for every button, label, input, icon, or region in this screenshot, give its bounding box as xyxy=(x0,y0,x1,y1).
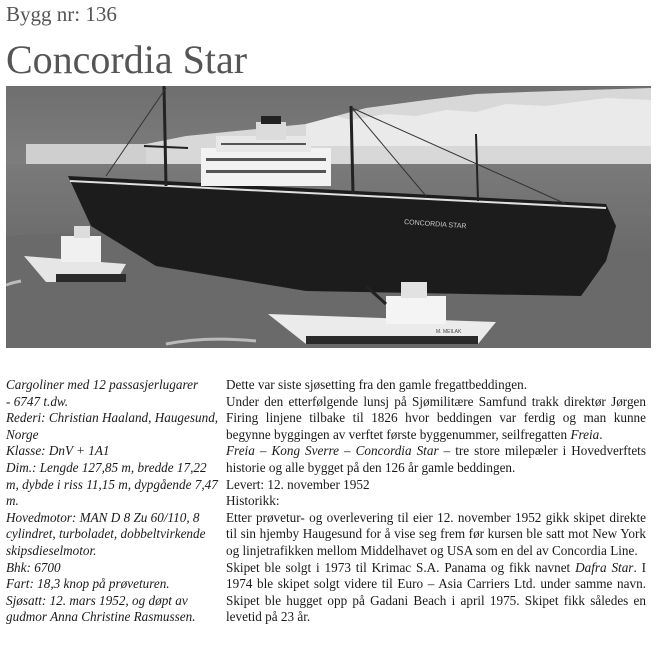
spec-rederi: Rederi: Christian Haaland, Haugesund, Norge xyxy=(6,410,219,442)
spec-dimensions: Dim.: Lengde 127,85 m, bredde 17,22 m, dybde i riss 11,15 m, dypgående 7,47 m. xyxy=(6,459,218,509)
paragraph-delivery: Etter prøvetur- og overlevering til eier 12. november 1952 gikk skipet direkte til sin hjemby Haugesund for å vise seg frem før kursen ble satt mot New York og linjetrafikken mellom Middelhavet og USA som en del av Concordia Line. xyxy=(226,509,646,558)
spec-main-engine: Hovedmotor: MAN D 8 Zu 60/110, 8 cylindret, turboladet, dobbeltvirkende skipsdieselmotor. xyxy=(6,509,206,558)
paragraph-launch: Dette var siste sjøsetting fra den gamle fregattbeddingen. xyxy=(226,377,528,392)
ship-history-text xyxy=(226,377,646,626)
paragraph-sale: Skipet ble solgt i 1973 til Krimac S.A. Panama og fikk navnet Dafra Star. I 1974 ble skipet solgt videre til Euro – Asia Carriers Ltd. under samme navn. Skipet ble hugget opp på Gadani Beach i april 1975. Skipet fikk således en levetid på 23 år. xyxy=(226,559,646,625)
paragraph-lunch: Under den etterfølgende lunsj på Sjømilitære Samfund trakk direktør Jørgen Firing linjene tilbake til 1826 hvor beddingen var ferdig og man kunne begynne byggingen av verftet første byggenummer, seilfregatten Freia. xyxy=(226,393,646,442)
tug-name: M. MEILAK xyxy=(436,329,462,335)
delivered-date: Levert: 12. november 1952 xyxy=(226,476,370,492)
history-heading: Historikk: xyxy=(226,493,280,509)
page-title: Concordia Star xyxy=(6,37,248,82)
paragraph-milestones: Freia – Kong Sverre – Concordia Star – tre store milepæler i Hovedverftets historie og alle bygget på den 126 år gamle beddingen. xyxy=(226,443,646,475)
hull-name: CONCORDIA STAR xyxy=(403,219,467,231)
spec-deadweight: - 6747 t.dw. xyxy=(6,393,69,409)
spec-type: Cargoliner med 12 passasjerlugarer xyxy=(6,377,199,392)
ship-photo xyxy=(6,86,651,348)
spec-launched: Sjøsatt: 12. mars 1952, og døpt av gudmor Anna Christine Rasmussen. xyxy=(6,592,196,625)
spec-klasse: Klasse: DnV + 1A1 xyxy=(6,443,110,459)
spec-bhk: Bhk: 6700 xyxy=(6,559,61,575)
spec-speed: Fart: 18,3 knop på prøveturen. xyxy=(6,576,170,592)
ship-specifications xyxy=(6,377,220,626)
build-number: Bygg nr: 136 xyxy=(6,2,117,26)
